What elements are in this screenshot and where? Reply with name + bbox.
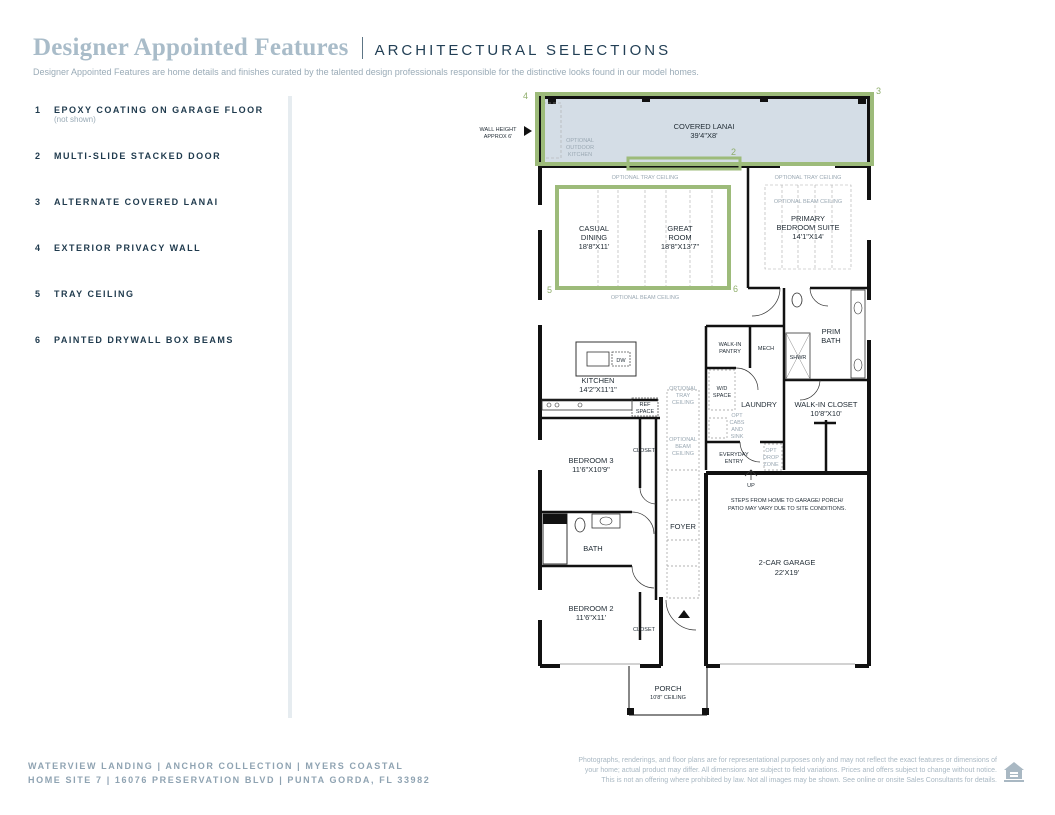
wd-space-label: W/D <box>716 386 728 392</box>
foyer-label: FOYER <box>670 522 696 531</box>
up-label: UP <box>747 483 755 489</box>
feature-item <box>35 146 221 164</box>
casual-dining-dim: 18'8"X11' <box>578 242 610 251</box>
room-labels <box>480 122 858 701</box>
opt-tray-label: TRAY <box>675 393 691 399</box>
everyday-entry-label: ENTRY <box>724 459 744 465</box>
wd-space-label: SPACE <box>712 393 732 399</box>
opt-beam-label: BEAM <box>675 444 691 450</box>
wall-height-label: APPROX 6' <box>483 134 513 140</box>
disclaimer <box>517 756 997 786</box>
porch-dim: 10'8" CEILING <box>650 695 686 701</box>
casual-dining-label: DINING <box>580 233 608 242</box>
walk-in-closet-dim: 10'8"X10' <box>810 409 842 418</box>
great-room-dim: 18'8"X13'7" <box>660 242 700 251</box>
prim-bath-label: PRIM <box>821 327 841 336</box>
title-divider <box>362 37 363 59</box>
marker-2: 2 <box>731 147 737 157</box>
pantry-label: WALK-IN <box>718 342 742 348</box>
marker-6: 6 <box>733 284 739 294</box>
kitchen-label: KITCHEN <box>581 376 615 385</box>
disclaimer-line: Photographs, renderings, and floor plans are for representational purposes only and may not reflect the exact features or dimensions of <box>578 757 997 764</box>
outdoor-kitchen-label: OPTIONAL <box>566 138 594 144</box>
feature-label: ALTERNATE COVERED LANAI <box>54 197 219 207</box>
walk-in-closet-label: WALK-IN CLOSET <box>794 400 858 409</box>
feature-item <box>35 192 219 210</box>
feature-note: (not shown) <box>54 115 96 124</box>
bedroom2-label: BEDROOM 2 <box>568 604 614 613</box>
ref-space-label: SPACE <box>635 409 655 415</box>
opt-drop-zone-label: OPT <box>765 448 777 454</box>
opt-cabs-label: AND <box>731 427 743 433</box>
kitchen-dim: 14'2"X11'1" <box>579 385 617 394</box>
opt-cabs-label: OPT <box>731 413 743 419</box>
feature-item <box>35 330 234 348</box>
everyday-entry-label: EVERYDAY <box>719 452 749 458</box>
feature-label: MULTI-SLIDE STACKED DOOR <box>54 151 222 161</box>
tray-ceiling-primary-label: OPTIONAL TRAY CEILING <box>774 175 842 181</box>
garage-label: 2-CAR GARAGE <box>758 558 816 567</box>
dishwasher-label: DW <box>616 358 626 364</box>
feature-label: PAINTED DRYWALL BOX BEAMS <box>54 335 234 345</box>
laundry-label: LAUNDRY <box>741 400 777 409</box>
header <box>33 34 1033 77</box>
bath-label: BATH <box>583 544 603 553</box>
homesite-line: HOME SITE 7 | 16076 PRESERVATION BLVD | PUNTA GORDA, FL 33982 <box>28 775 431 785</box>
feature-item <box>35 284 135 302</box>
marker-5: 5 <box>547 285 553 295</box>
opt-drop-zone-label: DROP <box>763 455 779 461</box>
community-line: WATERVIEW LANDING | ANCHOR COLLECTION | MYERS COASTAL <box>28 761 404 771</box>
primary-suite-dim: 14'1"X14' <box>792 232 824 241</box>
garage-note: STEPS FROM HOME TO GARAGE/ PORCH/ <box>730 498 844 504</box>
footer-address <box>28 759 430 787</box>
page-title: Designer Appointed Features <box>33 34 349 61</box>
wall-height-label: WALL HEIGHT <box>479 127 517 133</box>
disclaimer-line: This is not an offering where prohibited by law. Not all images may be shown. See online or onsite Sales Consultants for details. <box>601 777 997 784</box>
opt-tray-label: OPTIONAL <box>669 386 697 392</box>
porch-label: PORCH <box>654 684 682 693</box>
feature-label: EXTERIOR PRIVACY WALL <box>54 243 202 253</box>
beam-ceiling-primary-label: OPTIONAL BEAM CEILING <box>773 199 843 205</box>
feature-item <box>35 100 264 124</box>
lanai-label: COVERED LANAI <box>673 122 735 131</box>
marker-4: 4 <box>523 91 529 101</box>
prim-bath-label: BATH <box>821 336 841 345</box>
feature-number: 5 <box>35 289 41 299</box>
opt-beam-label: OPTIONAL <box>669 437 697 443</box>
outdoor-kitchen-label: OUTDOOR <box>565 145 595 151</box>
feature-item <box>35 238 201 256</box>
garage-note: PATIO MAY VARY DUE TO SITE CONDITIONS. <box>728 506 846 512</box>
great-room-label: GREAT <box>667 224 693 233</box>
opt-beam-label: CEILING <box>671 451 695 457</box>
garage-dim: 22'X19' <box>774 568 800 577</box>
great-room-label: ROOM <box>668 233 692 242</box>
outdoor-kitchen-label: KITCHEN <box>567 152 593 158</box>
opt-tray-label: CEILING <box>671 400 695 406</box>
opt-drop-zone-label: ZONE <box>763 462 779 468</box>
opt-cabs-label: CABS <box>729 420 745 426</box>
feature-number: 1 <box>35 105 41 115</box>
shower-label: SHWR <box>789 355 807 361</box>
page-description: Designer Appointed Features are home details and finishes curated by the talented design professionals responsible for the distinctive looks found in our model homes. <box>33 67 699 77</box>
title-row <box>33 34 1033 62</box>
opt-cabs-label: SINK <box>730 434 744 440</box>
beam-ceiling-label: OPTIONAL BEAM CEILING <box>610 295 680 301</box>
lanai-dim: 39'4"X8' <box>690 131 718 140</box>
primary-suite-label: BEDROOM SUITE <box>776 223 840 232</box>
feature-label: EPOXY COATING ON GARAGE FLOOR <box>54 105 264 115</box>
pantry-label: PANTRY <box>719 349 741 355</box>
column-divider <box>288 96 292 718</box>
feature-number: 2 <box>35 151 41 161</box>
floor-plan <box>470 85 900 725</box>
ref-space-label: REF <box>639 402 651 408</box>
marker-3: 3 <box>876 86 882 96</box>
feature-number: 4 <box>35 243 41 253</box>
feature-number: 3 <box>35 197 41 207</box>
bedroom3-label: BEDROOM 3 <box>568 456 614 465</box>
mech-label: MECH <box>757 346 775 352</box>
page-subtitle: ARCHITECTURAL SELECTIONS <box>374 42 672 59</box>
tray-ceiling-label: OPTIONAL TRAY CEILING <box>611 175 679 181</box>
primary-suite-label: PRIMARY <box>790 214 826 223</box>
disclaimer-line: your home; actual product may differ. All dimensions are subject to field variations. Prices and offers subject to change without notice. <box>584 767 997 774</box>
bedroom3-dim: 11'6"X10'9" <box>572 465 610 474</box>
casual-dining-label: CASUAL <box>578 224 610 233</box>
feature-number: 6 <box>35 335 41 345</box>
equal-housing-icon <box>1001 758 1027 784</box>
bedroom2-dim: 11'6"X11' <box>575 613 607 622</box>
closet-b3-label: CLOSET <box>632 448 656 454</box>
closet-b2-label: CLOSET <box>632 627 656 633</box>
feature-label: TRAY CEILING <box>54 289 135 299</box>
